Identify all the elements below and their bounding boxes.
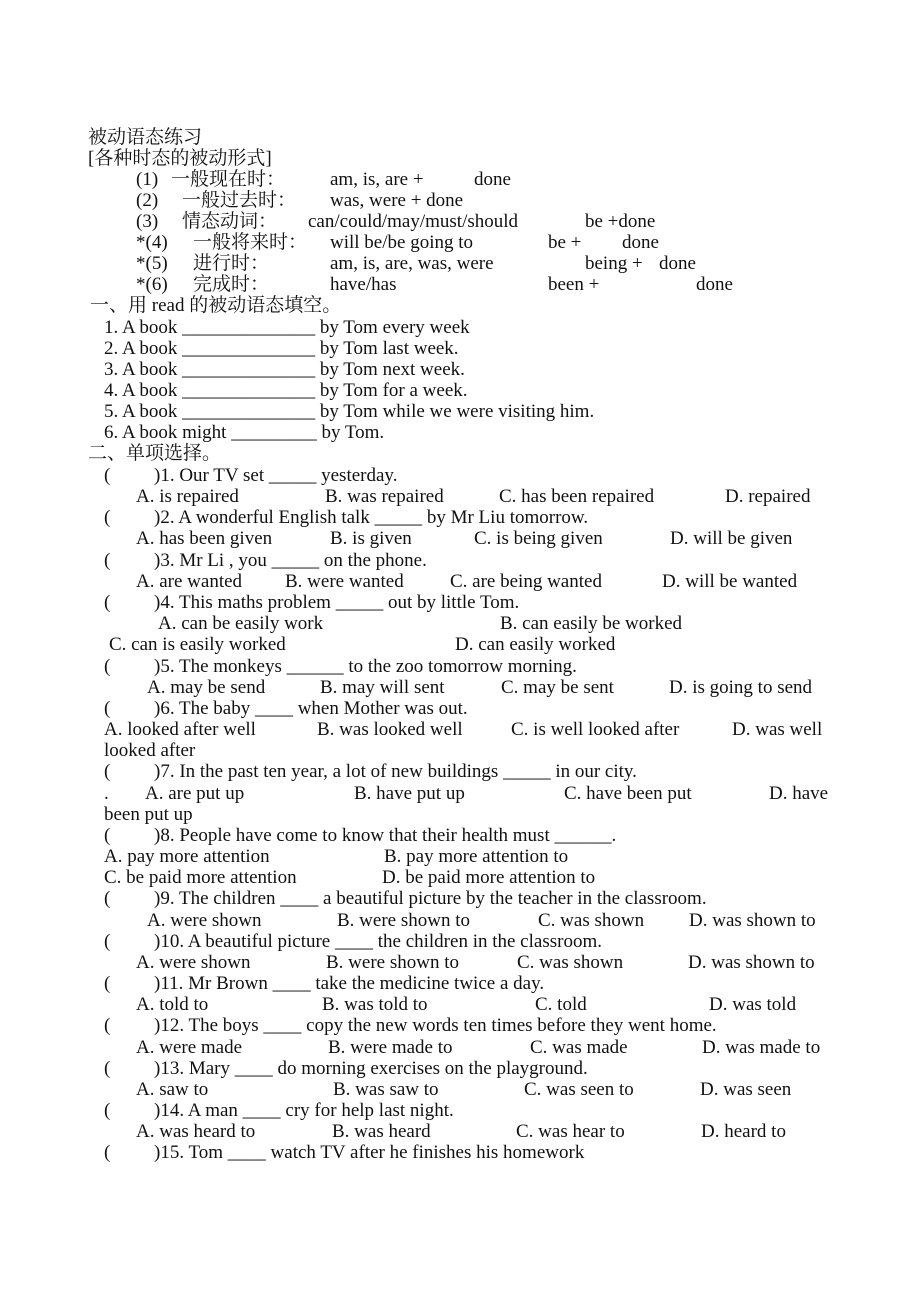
form-num: *(6)	[136, 274, 168, 295]
answer-paren: (	[104, 931, 111, 952]
form-name: 完成时：	[193, 274, 270, 295]
answer-paren: (	[104, 698, 111, 719]
fill-item	[104, 338, 459, 359]
option: C. was made	[530, 1037, 628, 1058]
option: C. have been put	[564, 783, 692, 804]
answer-paren: (	[104, 1100, 111, 1121]
option: A. were shown	[147, 910, 262, 931]
question-stem: )10. A beautiful picture ____ the children in the classroom.	[154, 931, 602, 952]
option: D. can easily worked	[455, 634, 616, 655]
option: A. are put up	[145, 783, 245, 804]
option: B. were wanted	[285, 571, 404, 592]
option: C. is being given	[474, 528, 603, 549]
page-title: 被动语态练习	[88, 127, 203, 148]
option: D. was made to	[702, 1037, 821, 1058]
option: D. repaired	[725, 486, 811, 507]
option: A. pay more attention	[104, 846, 270, 867]
fill-blank: ______________	[182, 359, 316, 380]
option: D. will be given	[670, 528, 793, 549]
option: C. was shown	[517, 952, 624, 973]
fill-blank: ______________	[182, 317, 316, 338]
option-continuation: been put up	[104, 804, 193, 825]
form-aux: am, is, are +	[330, 169, 424, 190]
fill-prefix: 4. A book	[104, 380, 178, 401]
form-end: done	[474, 169, 511, 190]
form-num: (3)	[136, 211, 159, 232]
option: C. was hear to	[516, 1121, 625, 1142]
option: A. is repaired	[136, 486, 239, 507]
answer-paren: (	[104, 550, 111, 571]
option-continuation: looked after	[104, 740, 196, 761]
form-num: *(4)	[136, 232, 168, 253]
answer-paren: (	[104, 507, 111, 528]
option: B. was looked well	[317, 719, 463, 740]
option: B. were shown to	[326, 952, 459, 973]
form-end: be +done	[585, 211, 656, 232]
question-stem: )7. In the past ten year, a lot of new buildings _____ in our city.	[154, 761, 637, 782]
fill-blank: ______________	[182, 380, 316, 401]
option: B. may will sent	[320, 677, 445, 698]
form-num: *(5)	[136, 253, 168, 274]
option: B. have put up	[354, 783, 465, 804]
option: C. are being wanted	[450, 571, 602, 592]
form-name: 一般现在时：	[171, 169, 286, 190]
form-name: 一般将来时：	[193, 232, 308, 253]
question-stem: )4. This maths problem _____ out by little Tom.	[154, 592, 520, 613]
section-1-heading: 一、用 read 的被动语态填空。	[90, 295, 342, 316]
fill-item	[104, 317, 470, 338]
option: D. was shown to	[689, 910, 816, 931]
answer-paren: (	[104, 888, 111, 909]
answer-paren: (	[104, 465, 111, 486]
option: D. was well	[732, 719, 823, 740]
form-aux: was, were + done	[330, 190, 464, 211]
option: B. were shown to	[337, 910, 470, 931]
question-stem: )9. The children ____ a beautiful picture by the teacher in the classroom.	[154, 888, 707, 909]
fill-prefix: 6. A book might	[104, 422, 227, 443]
form-end: done	[696, 274, 733, 295]
fill-suffix: by Tom every week	[319, 317, 470, 338]
question-stem: )5. The monkeys ______ to the zoo tomorrow morning.	[154, 656, 577, 677]
option: A. may be send	[147, 677, 266, 698]
option: A. were made	[136, 1037, 243, 1058]
fill-prefix: 3. A book	[104, 359, 178, 380]
fill-item	[104, 422, 384, 443]
form-mid: being +	[585, 253, 643, 274]
forms-heading: [各种时态的被动形式]	[88, 148, 272, 169]
fill-prefix: 1. A book	[104, 317, 178, 338]
option: D. was shown to	[688, 952, 815, 973]
option: A. told to	[136, 994, 209, 1015]
question-stem: )6. The baby ____ when Mother was out.	[154, 698, 468, 719]
question-stem: )8. People have come to know that their health must ______.	[154, 825, 617, 846]
option: B. is given	[330, 528, 412, 549]
option: C. was seen to	[524, 1079, 634, 1100]
option: A. were shown	[136, 952, 251, 973]
option: B. was heard	[332, 1121, 431, 1142]
fill-suffix: by Tom last week.	[319, 338, 459, 359]
form-num: (2)	[136, 190, 159, 211]
question-stem: )13. Mary ____ do morning exercises on the playground.	[154, 1058, 588, 1079]
answer-paren: (	[104, 761, 111, 782]
fill-prefix: 2. A book	[104, 338, 178, 359]
option: B. was told to	[322, 994, 428, 1015]
option: D. will be wanted	[662, 571, 798, 592]
fill-suffix: by Tom next week.	[319, 359, 465, 380]
option: B. pay more attention to	[384, 846, 569, 867]
question-stem: )11. Mr Brown ____ take the medicine twice a day.	[154, 973, 545, 994]
form-mid: be +	[548, 232, 582, 253]
option: A. has been given	[136, 528, 273, 549]
option: C. is well looked after	[511, 719, 680, 740]
answer-paren: (	[104, 1015, 111, 1036]
option: D. was seen	[700, 1079, 792, 1100]
answer-paren: (	[104, 973, 111, 994]
option: C. told	[535, 994, 587, 1015]
question-stem: )14. A man ____ cry for help last night.	[154, 1100, 454, 1121]
question-stem: )3. Mr Li , you _____ on the phone.	[154, 550, 427, 571]
form-num: (1)	[136, 169, 159, 190]
form-name: 进行时：	[193, 253, 270, 274]
option: A. was heard to	[136, 1121, 256, 1142]
form-aux: can/could/may/must/should	[308, 211, 519, 232]
stray-period: .	[104, 783, 109, 804]
fill-blank: _________	[231, 422, 317, 443]
question-stem: )15. Tom ____ watch TV after he finishes his homework	[154, 1142, 585, 1163]
option: B. was repaired	[325, 486, 444, 507]
fill-blank: ______________	[182, 401, 316, 422]
form-aux: have/has	[330, 274, 397, 295]
fill-suffix: by Tom while we were visiting him.	[319, 401, 595, 422]
option: C. has been repaired	[499, 486, 655, 507]
answer-paren: (	[104, 1058, 111, 1079]
fill-suffix: by Tom for a week.	[319, 380, 468, 401]
option: A. looked after well	[104, 719, 256, 740]
option: C. may be sent	[501, 677, 614, 698]
fill-blank: ______________	[182, 338, 316, 359]
section-2-heading: 二、单项选择。	[88, 443, 222, 464]
option: A. saw to	[136, 1079, 209, 1100]
fill-suffix: by Tom.	[321, 422, 385, 443]
fill-item	[104, 359, 465, 380]
option: C. was shown	[538, 910, 645, 931]
form-end: done	[659, 253, 696, 274]
option: D. heard to	[701, 1121, 786, 1142]
option: B. were made to	[328, 1037, 453, 1058]
answer-paren: (	[104, 656, 111, 677]
question-stem: )1. Our TV set _____ yesterday.	[154, 465, 398, 486]
option: D. be paid more attention to	[382, 867, 596, 888]
form-name: 一般过去时：	[182, 190, 297, 211]
option: A. can be easily work	[158, 613, 324, 634]
form-mid: been +	[548, 274, 600, 295]
option: B. was saw to	[333, 1079, 439, 1100]
question-stem: )2. A wonderful English talk _____ by Mr Liu tomorrow.	[154, 507, 589, 528]
option: D. is going to send	[669, 677, 813, 698]
option: C. can is easily worked	[109, 634, 286, 655]
form-aux: am, is, are, was, were	[330, 253, 494, 274]
answer-paren: (	[104, 825, 111, 846]
option: B. can easily be worked	[500, 613, 683, 634]
form-aux: will be/be going to	[330, 232, 474, 253]
fill-prefix: 5. A book	[104, 401, 178, 422]
question-stem: )12. The boys ____ copy the new words ten times before they went home.	[154, 1015, 717, 1036]
form-end: done	[622, 232, 659, 253]
fill-item	[104, 380, 468, 401]
answer-paren: (	[104, 1142, 111, 1163]
form-name: 情态动词：	[182, 211, 278, 232]
option: A. are wanted	[136, 571, 243, 592]
option: D. was told	[709, 994, 797, 1015]
answer-paren: (	[104, 592, 111, 613]
option: D. have	[769, 783, 829, 804]
option: C. be paid more attention	[104, 867, 297, 888]
fill-item	[104, 401, 594, 422]
